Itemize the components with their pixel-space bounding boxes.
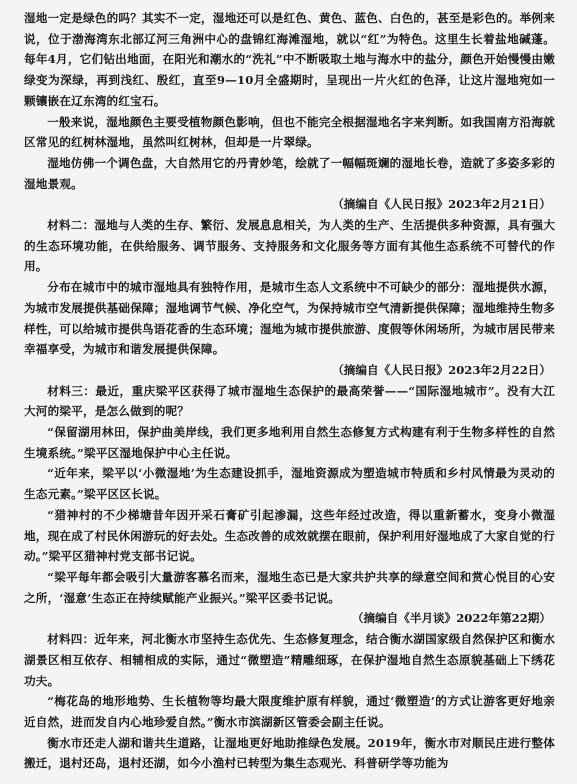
paragraph-5: 分布在城市中的城市湿地具有独特作用，是城市生态人文系统中不可缺少的部分：湿地提供水源，为城市发展提供基础保障；湿地调节气候、净化空气，为保持城市空气清新提供保障；湿地维持生物多样性，可以给城市提供鸟语花香的生态环境；湿地为城市提供旅游、度假等休闲场所，为城市居民带来幸福享受，为城市和谐发展提供保障。 [24, 280, 555, 357]
source-citation-2: （摘编自《人民日报》2023年2月22日） [332, 362, 551, 377]
paragraph-3: 湿地仿佛一个调色盘，大自然用它的丹青妙笔，绘就了一幅幅斑斓的湿地长卷，造就了多姿多彩的湿地景观。 [24, 155, 555, 191]
paragraph-1: 湿地一定是绿色的吗？其实不一定，湿地还可以是红色、黄色、蓝色、白色的，甚至是彩色的。举例来说，位于渤海湾东北部辽河三角洲中心的盘锦红海滩湿地，就以“红”为特色。这里生长着盐地碱蓬。每年4月，它们钻出地面，在阳光和潮水的“洗礼”中不断吸取土地与海水中的盐分，颜色开始慢慢由嫩绿变为深绿，再到浅红、殷红，直至9—10月全盛期时，呈现出一片火红的色泽，让这片湿地宛如一颗镶嵌在辽东湾的红宝石。 [24, 11, 555, 108]
paragraph-12: “梅花岛的地形地势、生长植物等均最大限度维护原有样貌，通过‘微塑造’的方式让游客更好地亲近自然，进而发自内心地珍爱自然。”衡水市滨湖新区管委会副主任说。 [24, 694, 555, 729]
paragraph-7: “保留湖用林田，保护曲美岸线，我们更多地利用自然生态修复方式构建有利于生物多样性的自然生境系统。”梁平区湿地保护中心主任说。 [24, 425, 555, 460]
paragraph-10: “梁平每年都会吸引大量游客慕名而来，湿地生态已是大家共护共享的绿意空间和赏心悦目的心安之所，‘湿意’生态正在持续赋能产业振兴。”梁平区委书记说。 [24, 569, 555, 605]
paragraph-13: 衡水市还走人湖和谐共生道路，让湿地更好地助推绿色发展。2019年，衡水市对顺民庄进行整体搬迁，退村还岛，退村还湖，如今小渔村已转型为集生态观光、科普研学等功能为 [24, 735, 555, 771]
source-citation-3: （摘编自《半月谈》2022年第22期） [351, 611, 551, 626]
paragraph-material-2: 材料二：湿地与人类的生存、繁衍、发展息息相关，为人类的生产、生活提供多种资源，具有强大的生态环境功能，在供给服务、调节服务、支持服务和文化服务等方面有其他生态系统不可替代的作用。 [24, 218, 555, 274]
paragraph-material-4: 材料四：近年来，河北衡水市坚持生态优先、生态修复理念，结合衡水湖国家级自然保护区和衡水湖景区相互依存、相辅相成的实际，通过“微塑造”精雕细琢，在保护湿地自然生态原貌基础上下绣花功夫。 [24, 632, 555, 688]
paragraph-9: “猎神村的不少梯塘昔年因开采石膏矿引起渗漏，这些年经过改造，得以重新蓄水，变身小微湿地，现在成了村民休闲游玩的好去处。生态改善的成效就摆在眼前，保护利用好湿地成了大家自觉的行动。”梁平区猎神村党支部书记说。 [24, 507, 555, 564]
paragraph-2: 一般来说，湿地颜色主要受植物颜色影响，但也不能完全根据湿地名字来判断。如我国南方沿海就区常见的红树林湿地，虽然叫红树林，但却是一片翠绿。 [24, 114, 555, 150]
paragraph-material-3: 材料三：最近，重庆梁平区获得了城市湿地生态保护的最高荣誉——“国际湿地城市”。没有大江大河的梁平，是怎么做到的呢？ [24, 383, 555, 419]
paragraph-8: “近年来，梁平以‘小微湿地’为生态建设抓手，湿地资源成为塑造城市特质和乡村风情最为灵动的生态元素。”梁平区区长说。 [24, 466, 555, 502]
source-citation-1: （摘编自《人民日报》2023年2月21日） [332, 197, 551, 212]
